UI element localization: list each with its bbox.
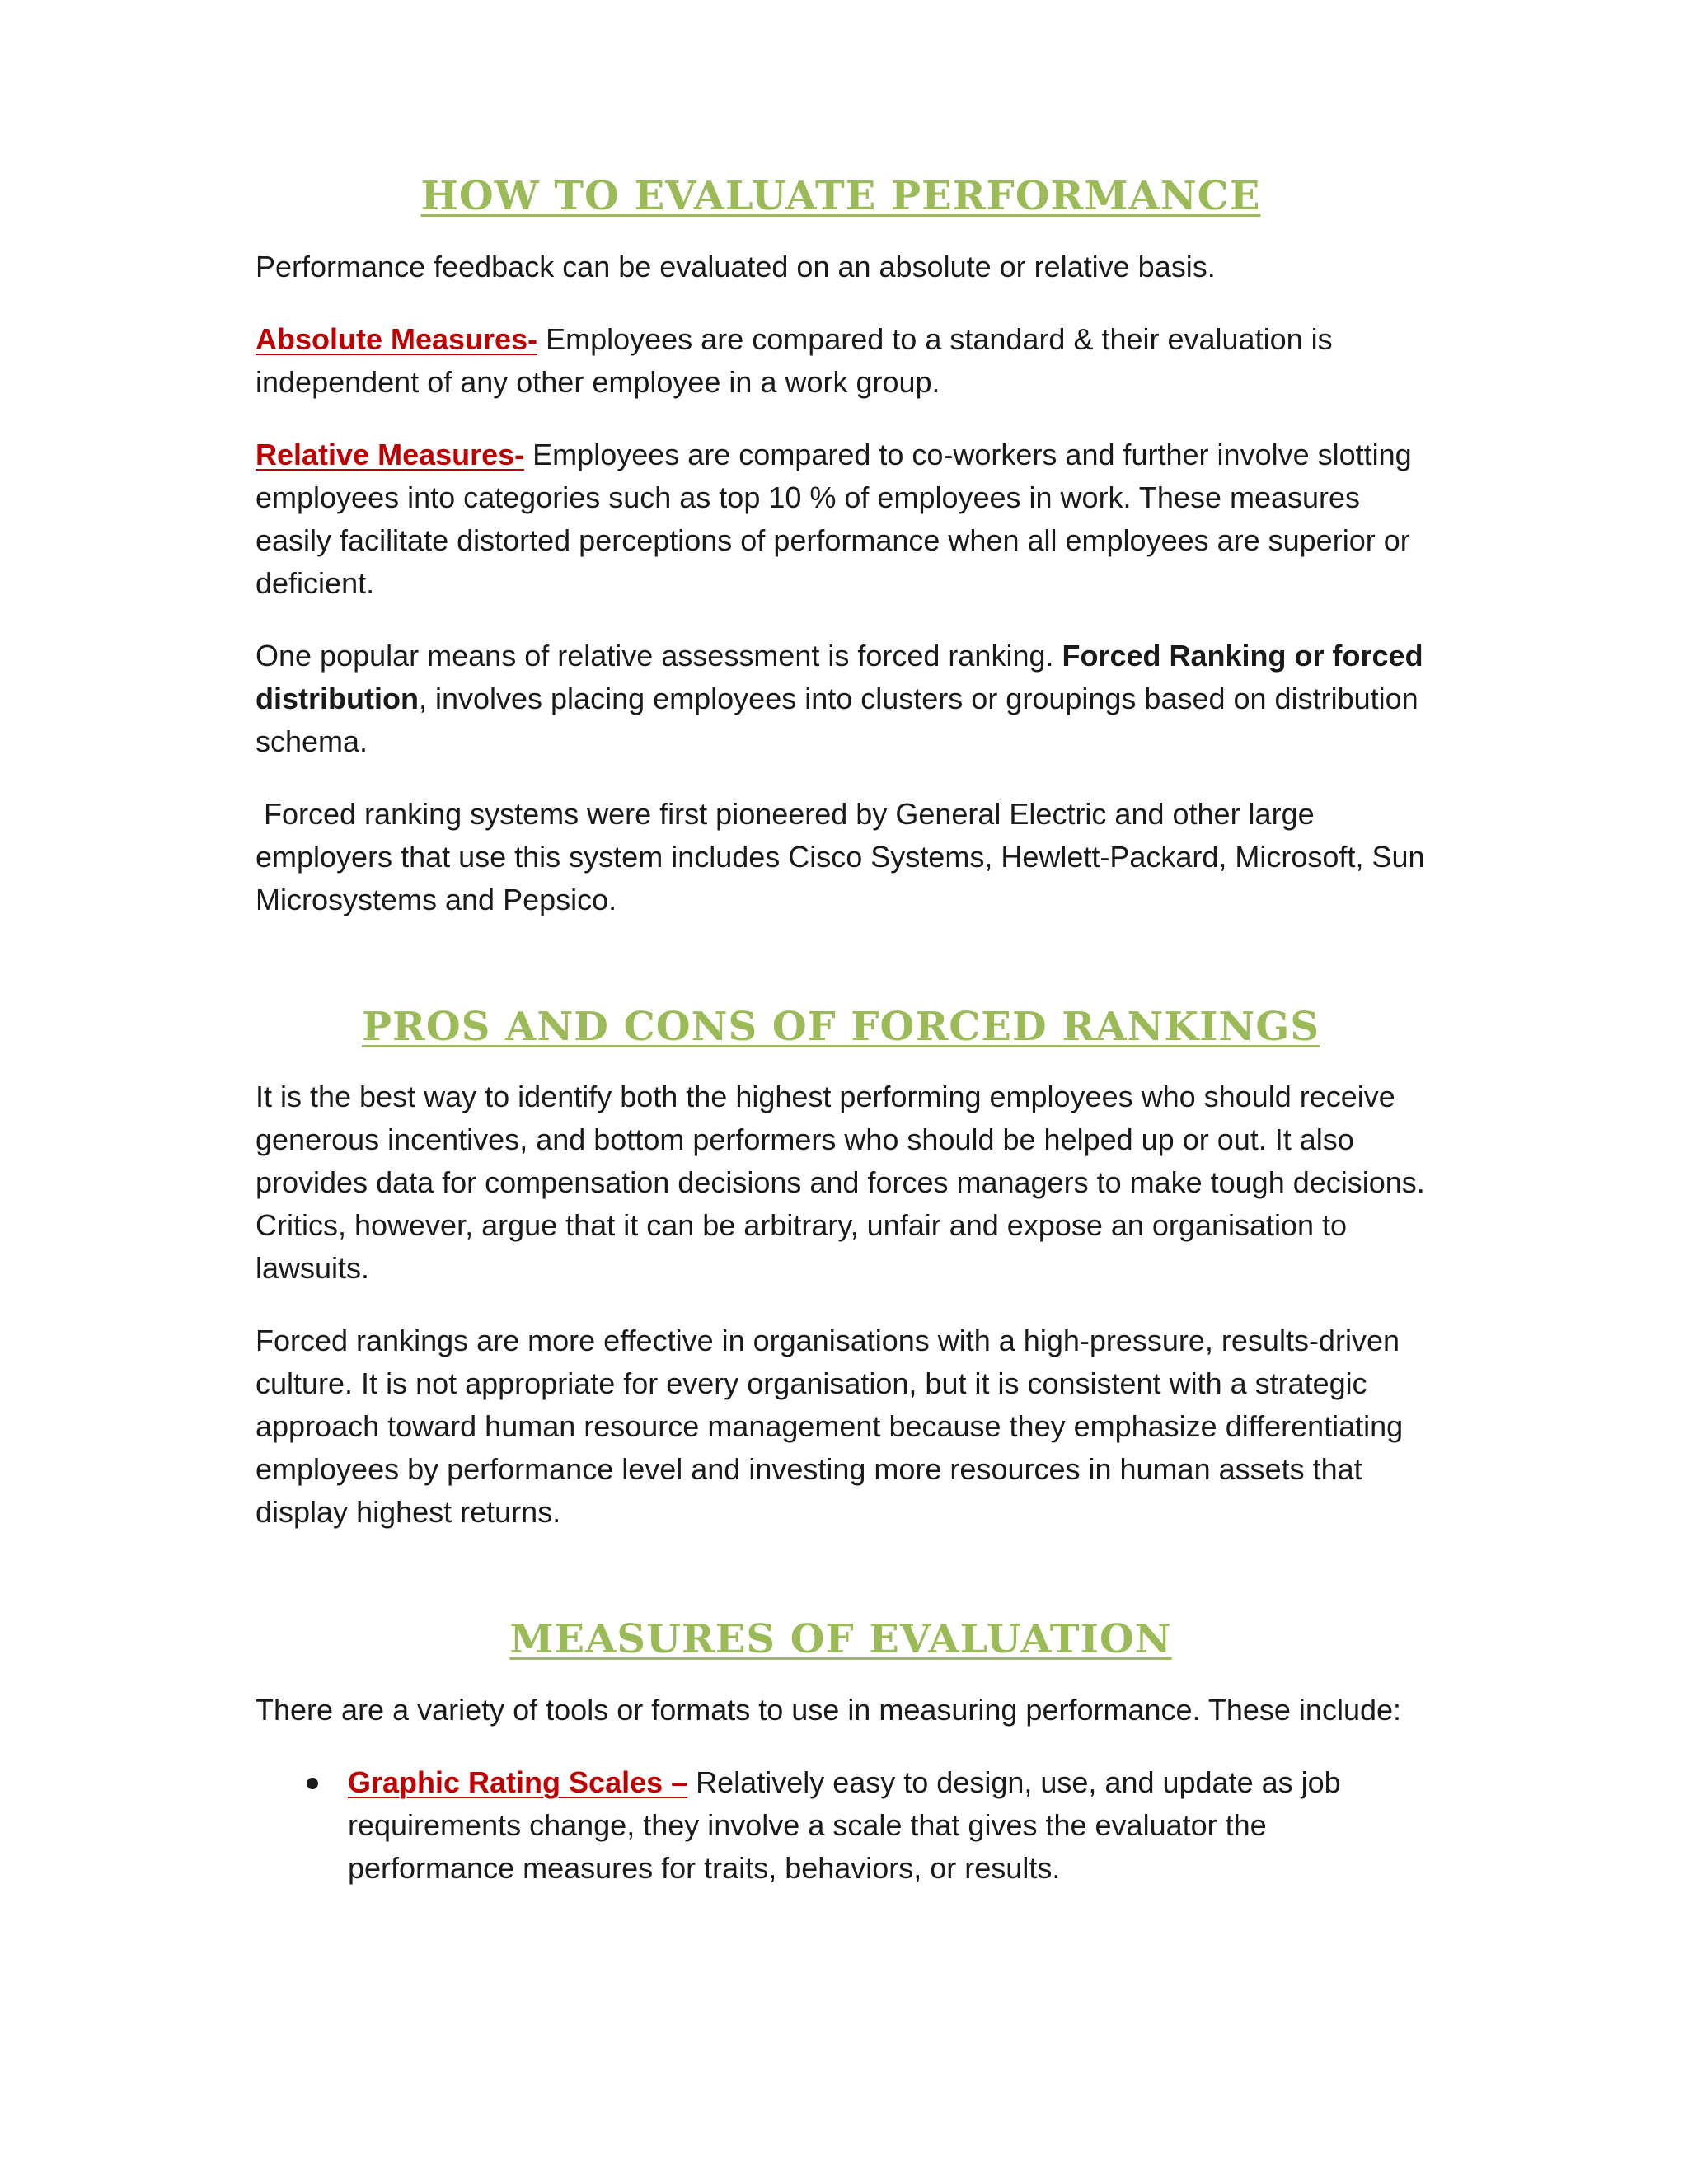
- document-page: [256, 173, 1433, 1890]
- text-absolute-measures: Employees are compared to a standard & their evaluation is independent of any other employee in a work group.: [256, 321, 1333, 399]
- term-relative-measures: Relative Measures-: [256, 437, 525, 471]
- paragraph-intro: Performance feedback can be evaluated on an absolute or relative basis.: [256, 249, 1216, 284]
- term-absolute-measures: Absolute Measures-: [256, 321, 538, 356]
- measures-list: [256, 1761, 1426, 1890]
- paragraph-measures-intro: There are a variety of tools or formats to use in measuring performance. These include:: [256, 1692, 1402, 1727]
- text-forced-prefix: One popular means of relative assessment is forced ranking.: [256, 638, 1062, 673]
- paragraph-pioneered: Forced ranking systems were first pioneered by General Electric and other large employers that use this system includes Cisco Systems, Hewlett-Packard, Microsoft, Sun Microsystems and Pepsico.: [256, 796, 1433, 916]
- paragraph-relative-measures: [256, 434, 1426, 605]
- paragraph-forced-ranking: [256, 635, 1426, 763]
- paragraph-absolute-measures: [256, 318, 1426, 404]
- text-graphic-rating-scales: Relatively easy to design, use, and update as job requirements change, they involve a scale that gives the evaluator the performance measures for traits, behaviors, or results.: [348, 1765, 1341, 1885]
- text-forced-bold: Forced Ranking or forced distribution: [256, 638, 1423, 715]
- text-relative-measures: Employees are compared to co-workers and further involve slotting employees into categories such as top 10 % of employees in work. These measures easily facilitate distorted perceptions of performance when all employees are superior or deficient.: [256, 437, 1412, 600]
- heading-how-to-evaluate: HOW TO EVALUATE PERFORMANCE: [420, 173, 1261, 219]
- term-graphic-rating-scales: Graphic Rating Scales –: [348, 1765, 688, 1799]
- bullet-icon: [307, 1778, 318, 1789]
- paragraph-pros-cons-2: Forced rankings are more effective in organisations with a high-pressure, results-driven culture. It is not appropriate for every organisation, but it is consistent with a strategic approach toward human resource management because they emphasize differentiating employees by performance level and investing more resources in human assets that display highest returns.: [256, 1324, 1404, 1530]
- heading-measures: MEASURES OF EVALUATION: [509, 1616, 1172, 1663]
- paragraph-pros-cons-1: It is the best way to identify both the highest performing employees who should receive generous incentives, and bottom performers who should be helped up or out. It also provides data for compensation decisions and forces managers to make tough decisions. Critics, however, argue that it can be arbitrary, unfair and expose an organisation to lawsuits.: [256, 1080, 1425, 1286]
- heading-pros-cons: PROS AND CONS OF FORCED RANKINGS: [361, 1003, 1320, 1050]
- list-item: [256, 1761, 1426, 1890]
- text-forced-suffix: , involves placing employees into clusters or groupings based on distribution schema.: [256, 681, 1418, 758]
